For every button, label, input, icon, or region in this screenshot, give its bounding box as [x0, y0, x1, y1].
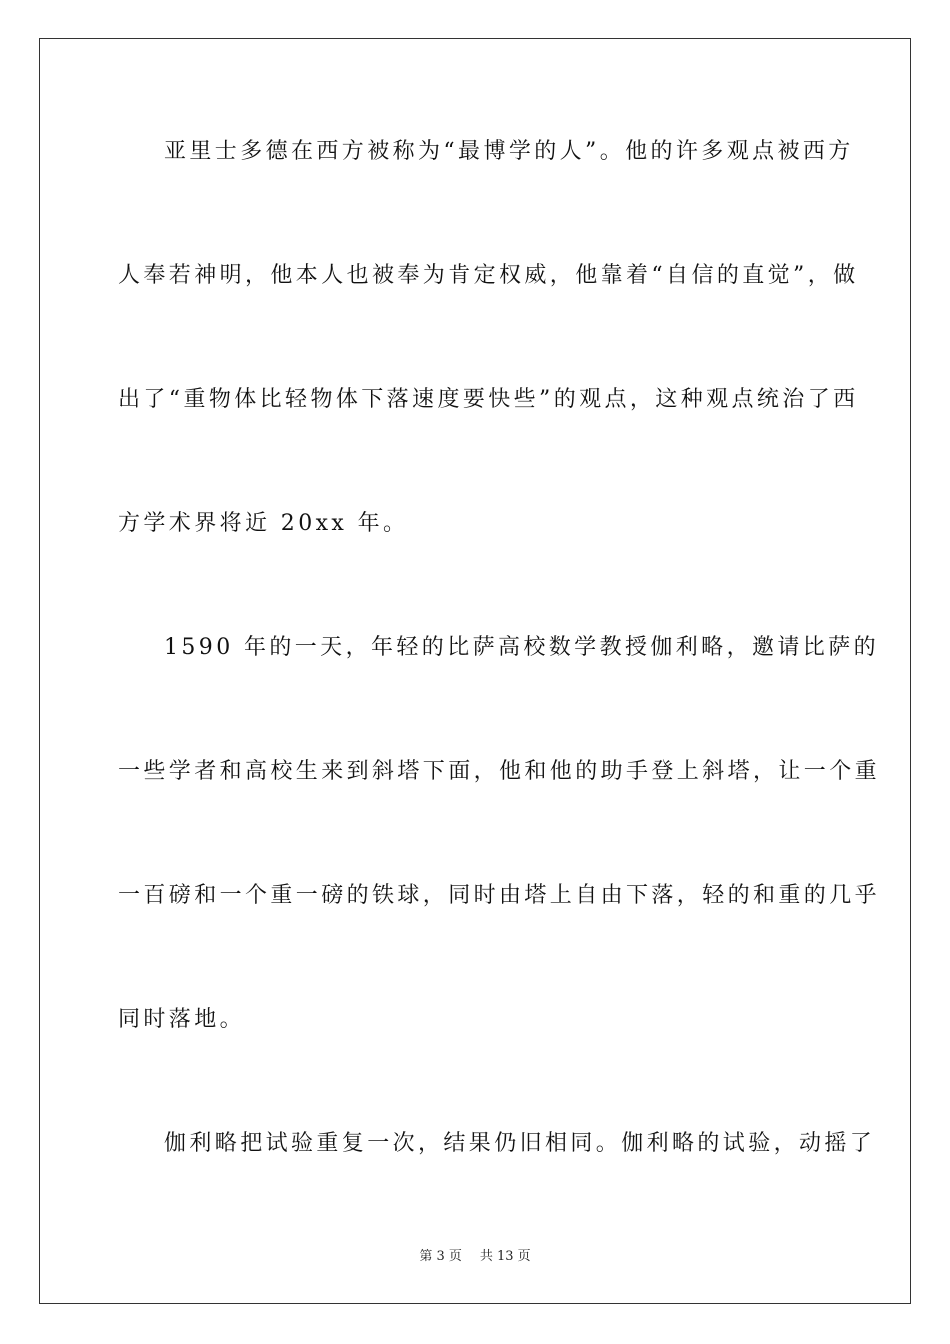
text-line: 同时落地。	[118, 1007, 246, 1032]
text-line: 伽利略把试验重复一次，结果仍旧相同。伽利略的试验，动摇了	[164, 1131, 876, 1156]
text-line: 1590 年的一天，年轻的比萨高校数学教授伽利略，邀请比萨的	[164, 635, 879, 660]
text-line: 出了“重物体比轻物体下落速度要快些”的观点，这种观点统治了西	[118, 387, 859, 412]
text-line: 亚里士多德在西方被称为“最博学的人”。他的许多观点被西方	[164, 139, 854, 164]
page-number: 第 3 页	[419, 1249, 462, 1264]
text-line: 一百磅和一个重一磅的铁球，同时由塔上自由下落，轻的和重的几乎	[118, 883, 881, 908]
text-line: 人奉若神明，他本人也被奉为肯定权威，他靠着“自信的直觉”，做	[118, 263, 859, 288]
page-footer	[0, 1248, 950, 1266]
page-frame	[39, 38, 911, 1304]
text-line: 一些学者和高校生来到斜塔下面，他和他的助手登上斜塔，让一个重	[118, 759, 881, 784]
text-line: 方学术界将近 20xx 年。	[118, 511, 409, 536]
page-total: 共 13 页	[479, 1249, 531, 1264]
